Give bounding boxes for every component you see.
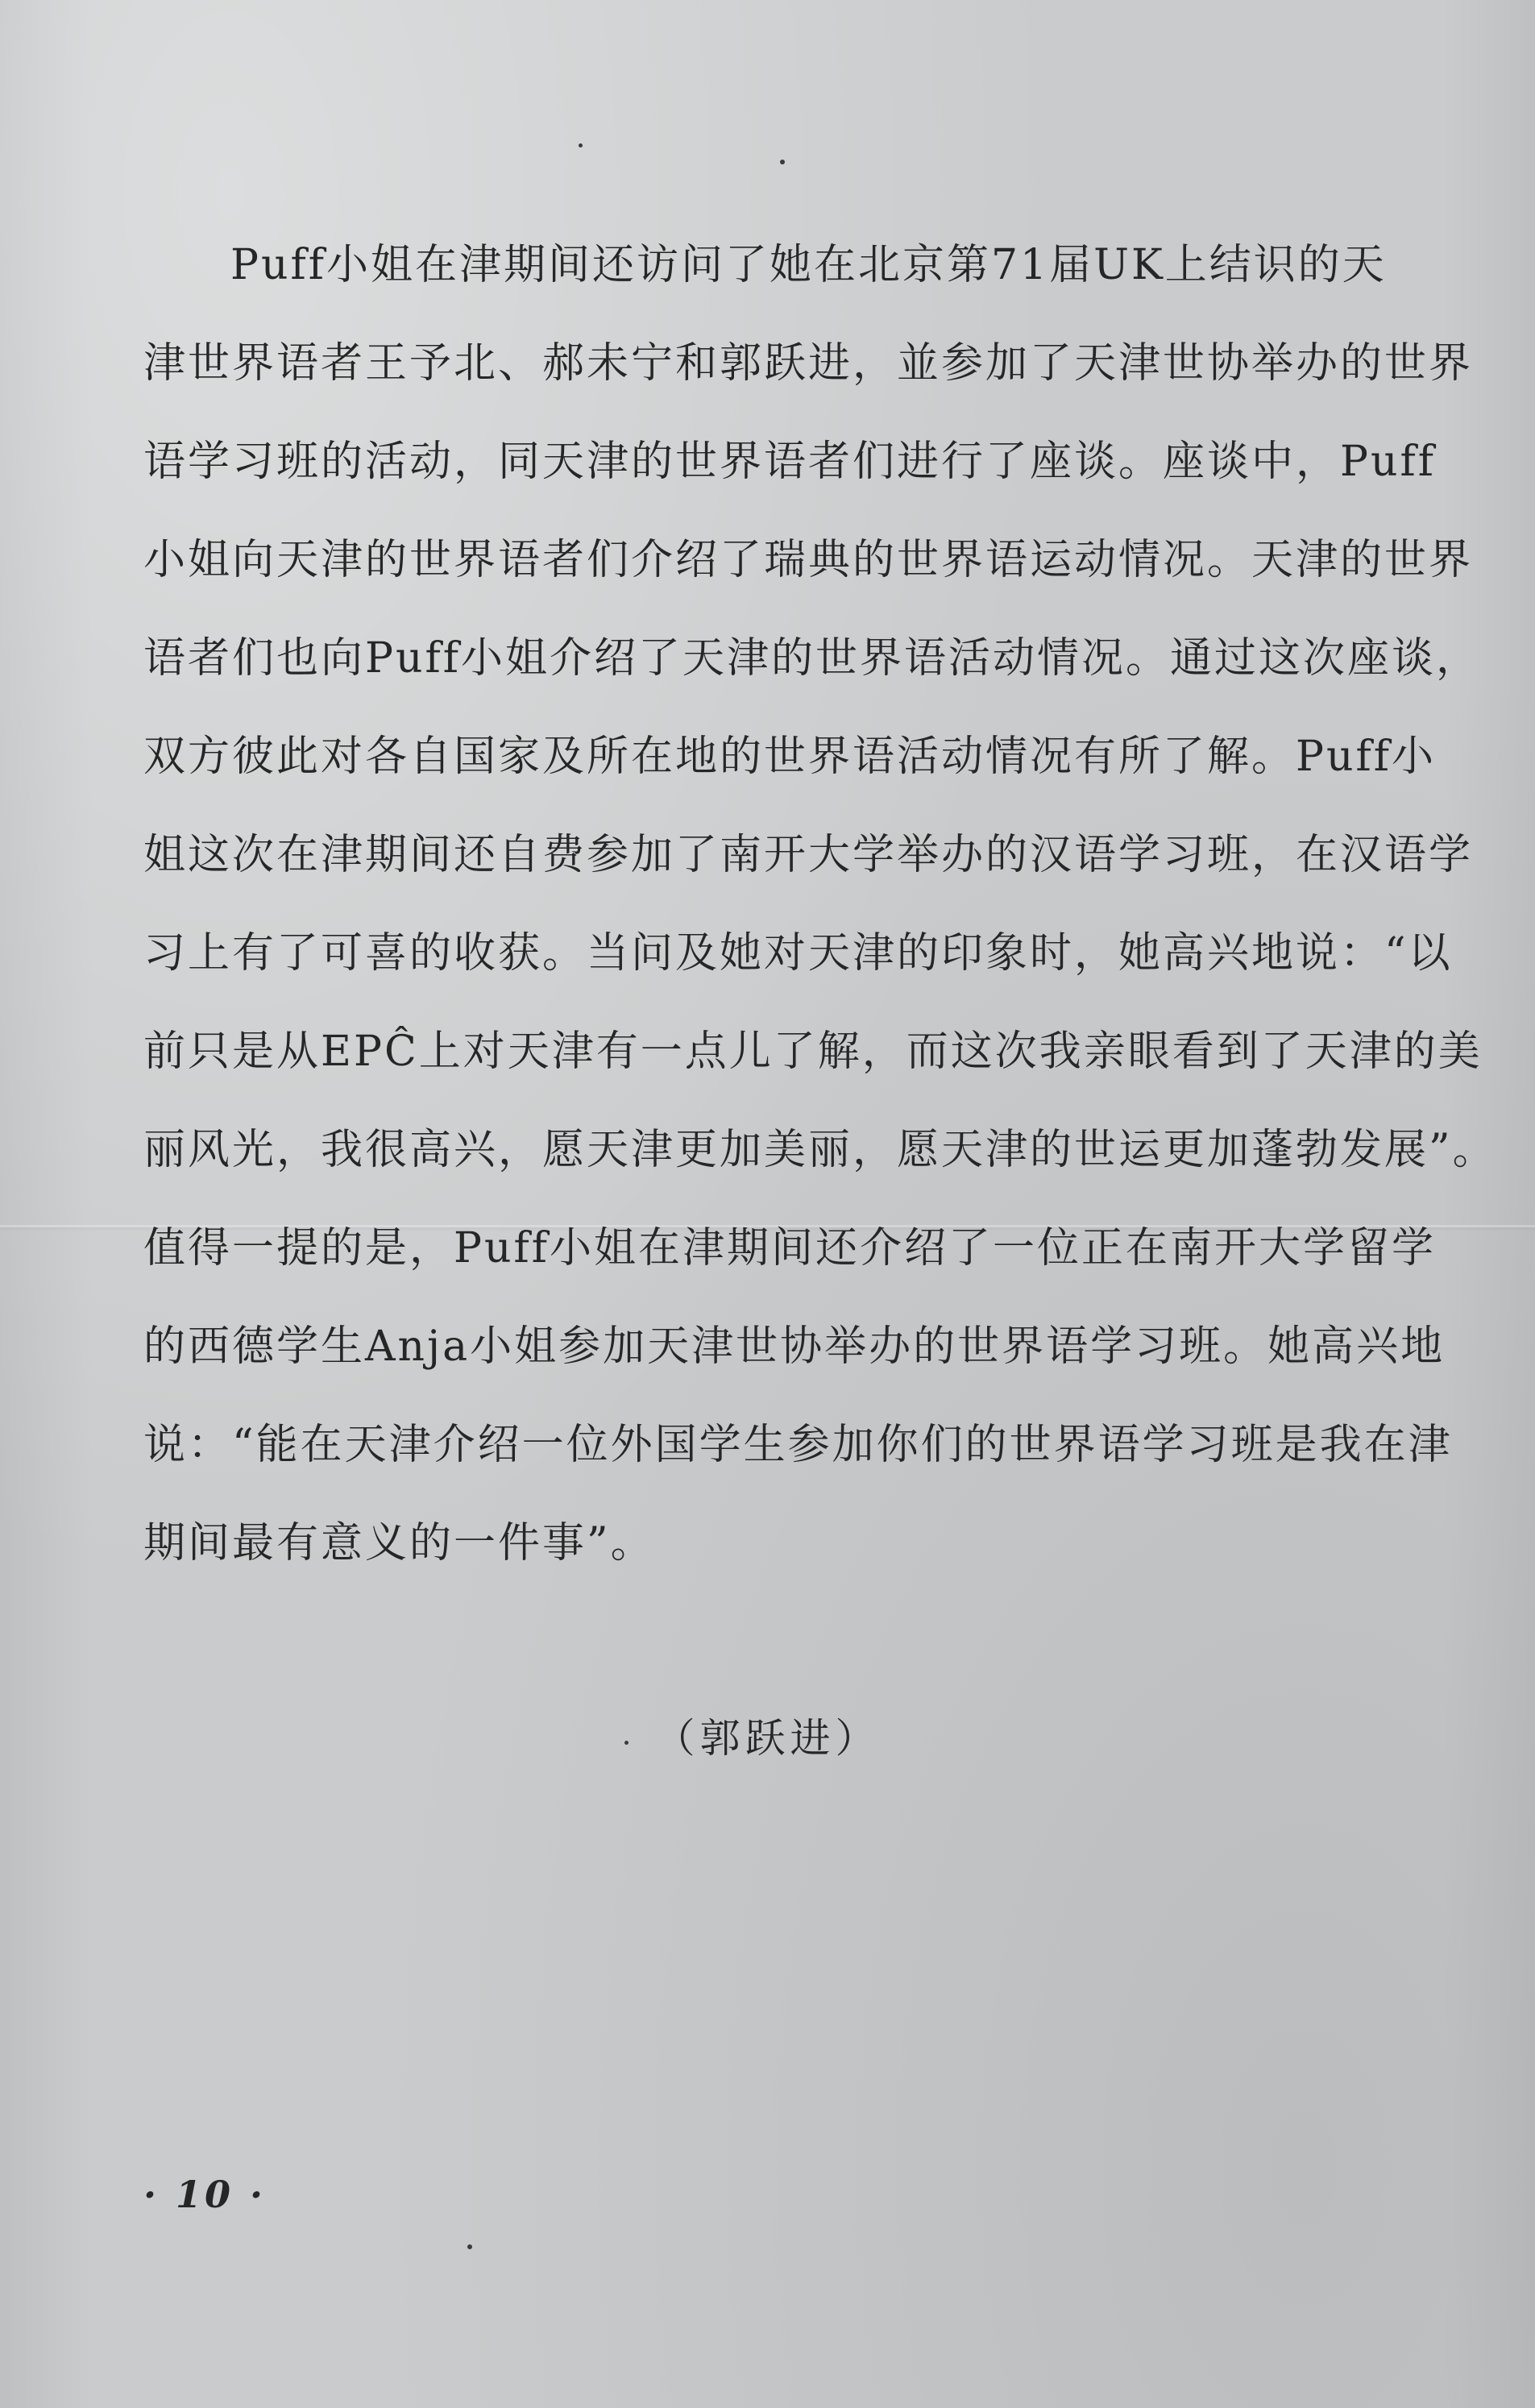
body-line: 语学习班的活动，同天津的世界语者们进行了座谈。座谈中，Puff bbox=[143, 438, 1436, 486]
body-line: 津世界语者王予北、郝未宁和郭跃进，並参加了天津世协举办的世界 bbox=[143, 339, 1474, 388]
body-line: Puff小姐在津期间还访问了她在北京第71届UK上结识的天 bbox=[230, 241, 1387, 289]
body-line: 小姐向天津的世界语者们介绍了瑞典的世界语运动情况。天津的世界 bbox=[143, 536, 1474, 584]
body-line: 说：“能在天津介绍一位外国学生参加你们的世界语学习班是我在津 bbox=[143, 1421, 1453, 1469]
body-line: 姐这次在津期间还自费参加了南开大学举办的汉语学习班，在汉语学 bbox=[143, 831, 1474, 879]
body-line: 双方彼此对各自国家及所在地的世界语活动情况有所了解。Puff小 bbox=[143, 733, 1436, 781]
article-body bbox=[143, 216, 1497, 1592]
author-signature: （郭跃进） bbox=[654, 1715, 881, 1762]
body-line: 值得一提的是，Puff小姐在津期间还介绍了一位正在南开大学留学 bbox=[143, 1224, 1436, 1273]
body-line: 习上有了可喜的收获。当问及她对天津的印象时，她高兴地说：“以 bbox=[143, 929, 1453, 978]
body-line: 期间最有意义的一件事”。 bbox=[143, 1519, 655, 1567]
page-number: · 10 · bbox=[143, 2173, 267, 2216]
body-line: 语者们也向Puff小姐介绍了天津的世界语活动情况。通过这次座谈， bbox=[143, 634, 1480, 683]
ink-speck bbox=[579, 143, 583, 147]
body-line: 的西德学生Anja小姐参加天津世协举办的世界语学习班。她高兴地 bbox=[143, 1322, 1446, 1371]
body-line: 丽风光，我很高兴，愿天津更加美丽，愿天津的世运更加蓬勃发展”。 bbox=[143, 1126, 1497, 1174]
ink-speck bbox=[467, 2244, 472, 2249]
body-line: 前只是从EPĈ上对天津有一点儿了解，而这次我亲眼看到了天津的美 bbox=[143, 1028, 1483, 1076]
ink-speck bbox=[780, 160, 785, 164]
